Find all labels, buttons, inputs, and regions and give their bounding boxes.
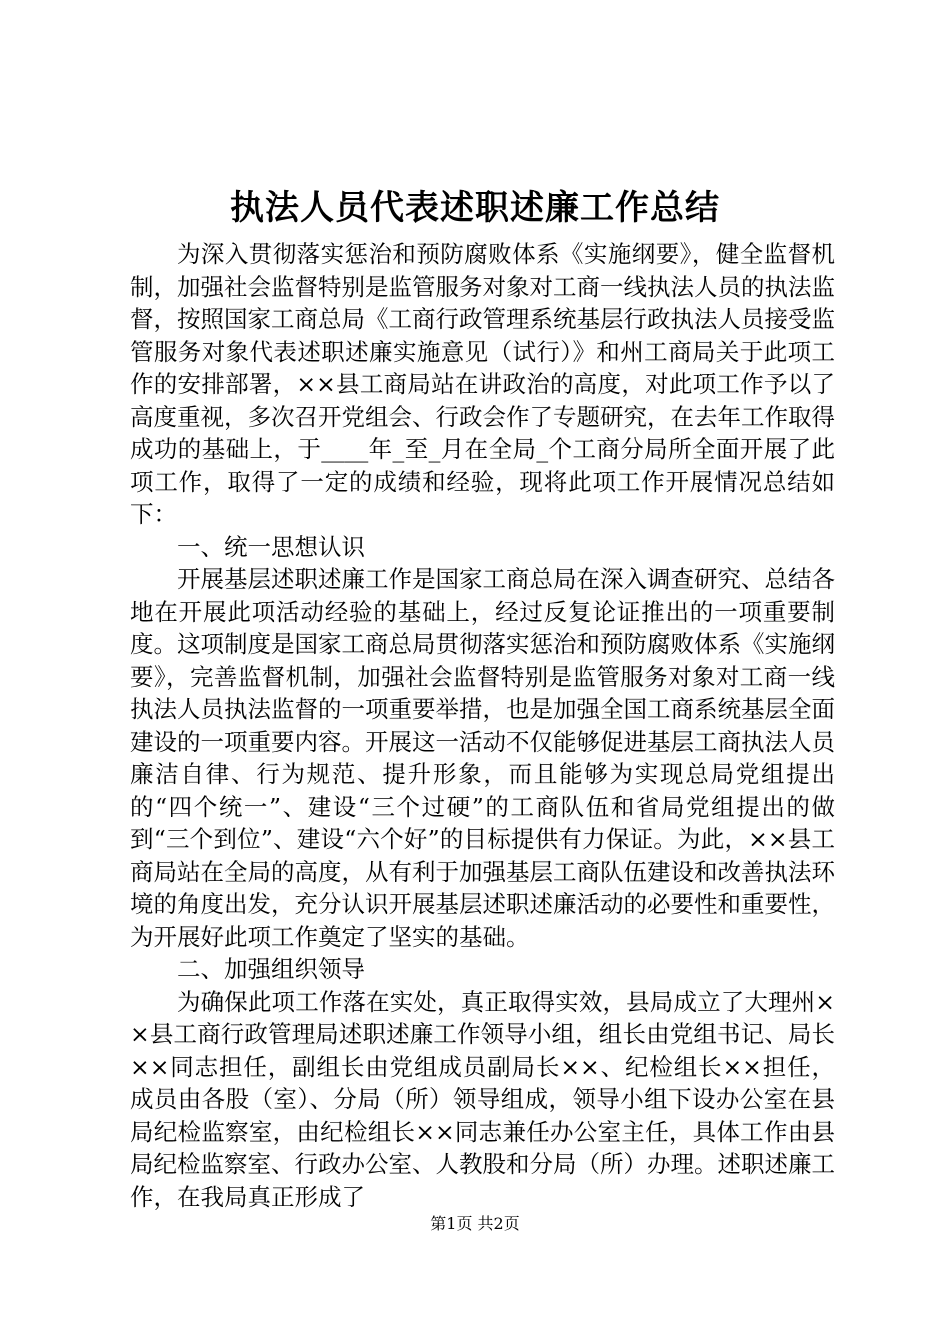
paragraph-section-2: 为确保此项工作落在实处，真正取得实效，县局成立了大理州××县工商行政管理局述职述廉工作领导小组，组长由党组书记、局长××同志担任，副组长由党组成员副局长××、纪检组长××担任，成员由各股（室）、分局（所）领导组成，领导小组下设办公室在县局纪检监察室，由纪检组长××同志兼任办公室主任，具体工作由县局纪检监察室、行政办公室、人教股和分局（所）办理。述职述廉工作，在我局真正形成了 [130,987,835,1211]
document-title: 执法人员代表述职述廉工作总结 [230,188,720,228]
section-heading-2: 二、加强组织领导 [177,955,365,983]
paragraph-intro: 为深入贯彻落实惩治和预防腐败体系《实施纲要》，健全监督机制，加强社会监督特别是监管服务对象对工商一线执法人员的执法监督，按照国家工商总局《工商行政管理系统基层行政执法人员接受监管服务对象代表述职述廉实施意见（试行）》和州工商局关于此项工作的安排部署，××县工商局站在讲政治的高度，对此项工作予以了高度重视，多次召开党组会、行政会作了专题研究，在去年工作取得成功的基础上，于____年_至_月在全局_个工商分局所全面开展了此项工作，取得了一定的成绩和经验，现将此项工作开展情况总结如下： [130,240,835,528]
document-body [130,238,835,1213]
paragraph-section-1: 开展基层述职述廉工作是国家工商总局在深入调查研究、总结各地在开展此项活动经验的基础上，经过反复论证推出的一项重要制度。这项制度是国家工商总局贯彻落实惩治和预防腐败体系《实施纲要》，完善监督机制，加强社会监督特别是监管服务对象对工商一线执法人员执法监督的一项重要举措，也是加强全国工商系统基层全面建设的一项重要内容。开展这一活动不仅能够促进基层工商执法人员廉洁自律、行为规范、提升形象，而且能够为实现总局党组提出的“四个统一”、建设“三个过硬”的工商队伍和省局党组提出的做到“三个到位”、建设“六个好”的目标提供有力保证。为此，××县工商局站在全局的高度，从有利于加强基层工商队伍建设和改善执法环境的角度出发，充分认识开展基层述职述廉活动的必要性和重要性，为开展好此项工作奠定了坚实的基础。 [130,565,835,951]
page-footer: 第1页 共2页 [430,1214,520,1233]
section-heading-1: 一、统一思想认识 [177,532,365,561]
